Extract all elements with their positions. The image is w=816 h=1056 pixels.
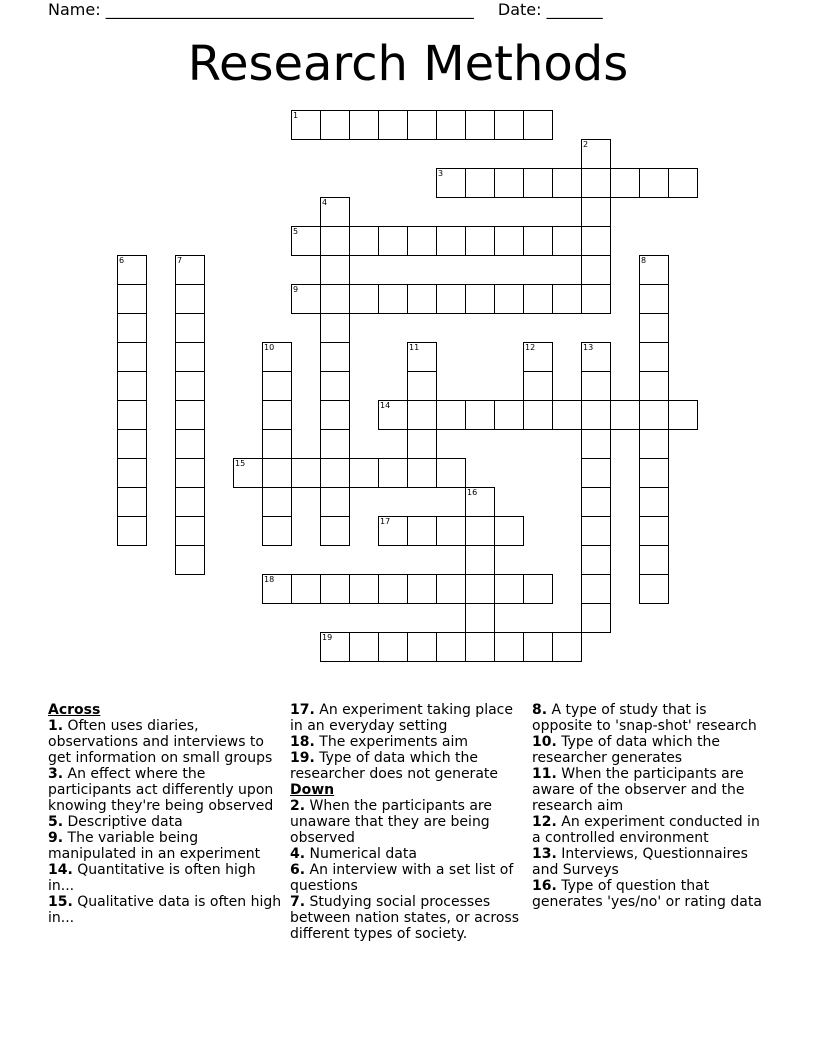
grid-cell[interactable] (639, 458, 669, 488)
clues-column-2 (290, 702, 526, 942)
clue-down-10: 10. Type of data which the researcher generates (532, 734, 721, 766)
clue-across-5: 5. Descriptive data (48, 814, 183, 830)
grid-cell[interactable] (523, 342, 553, 372)
grid-cell[interactable] (262, 371, 292, 401)
grid-cell[interactable] (378, 574, 408, 604)
clue-down-2: 2. When the participants are unaware that they are being observed (290, 798, 492, 846)
grid-cell[interactable] (465, 226, 495, 256)
grid-cell[interactable] (639, 313, 669, 343)
page-title: Research Methods (187, 36, 629, 92)
grid-cell[interactable] (117, 284, 147, 314)
grid-cell[interactable] (378, 226, 408, 256)
grid-cell[interactable] (465, 284, 495, 314)
grid-cell[interactable] (117, 516, 147, 546)
grid-cell[interactable] (639, 371, 669, 401)
clue-down-13: 13. Interviews, Questionnaires and Surveys (532, 846, 748, 878)
grid-cell[interactable] (175, 545, 205, 575)
grid-cell[interactable] (349, 632, 379, 662)
grid-cell[interactable] (494, 110, 524, 140)
grid-cell[interactable] (465, 632, 495, 662)
grid-cell[interactable] (291, 574, 321, 604)
grid-cell[interactable] (610, 400, 640, 430)
grid-cell[interactable] (117, 400, 147, 430)
grid-cell[interactable] (320, 371, 350, 401)
grid-cell[interactable] (581, 197, 611, 227)
grid-cell[interactable] (291, 110, 321, 140)
grid-cell[interactable] (349, 226, 379, 256)
grid-cell[interactable] (494, 516, 524, 546)
grid-cell[interactable] (639, 429, 669, 459)
grid-cell[interactable] (581, 516, 611, 546)
clue-number: 18 (264, 575, 275, 584)
grid-cell[interactable] (407, 516, 437, 546)
grid-cell[interactable] (581, 545, 611, 575)
grid-cell[interactable] (494, 226, 524, 256)
grid-cell[interactable] (465, 487, 495, 517)
grid-cell[interactable] (378, 110, 408, 140)
grid-cell[interactable] (117, 371, 147, 401)
grid-cell[interactable] (552, 284, 582, 314)
grid-cell[interactable] (436, 458, 466, 488)
grid-cell[interactable] (320, 487, 350, 517)
grid-cell[interactable] (465, 400, 495, 430)
grid-cell[interactable] (349, 574, 379, 604)
clue-number: 16 (467, 488, 478, 497)
clue-number: 17 (380, 517, 391, 526)
grid-cell[interactable] (581, 574, 611, 604)
grid-cell[interactable] (407, 400, 437, 430)
grid-cell[interactable] (552, 400, 582, 430)
grid-cell[interactable] (581, 487, 611, 517)
grid-cell[interactable] (117, 313, 147, 343)
grid-cell[interactable] (523, 284, 553, 314)
grid-cell[interactable] (262, 342, 292, 372)
grid-cell[interactable] (581, 400, 611, 430)
grid-cell[interactable] (175, 400, 205, 430)
grid-cell[interactable] (436, 168, 466, 198)
grid-cell[interactable] (523, 632, 553, 662)
grid-cell[interactable] (175, 255, 205, 285)
grid-cell[interactable] (581, 139, 611, 169)
grid-cell[interactable] (436, 226, 466, 256)
clue-number: 6 (119, 256, 125, 265)
grid-cell[interactable] (639, 545, 669, 575)
clue-down-7: 7. Studying social processes between nation states, or across different types of society. (290, 894, 520, 942)
grid-cell[interactable] (465, 110, 495, 140)
grid-cell[interactable] (523, 168, 553, 198)
grid-cell[interactable] (465, 168, 495, 198)
grid-cell[interactable] (349, 284, 379, 314)
grid-cell[interactable] (378, 458, 408, 488)
grid-cell[interactable] (581, 458, 611, 488)
grid-cell[interactable] (407, 284, 437, 314)
grid-cell[interactable] (117, 342, 147, 372)
grid-cell[interactable] (523, 400, 553, 430)
grid-cell[interactable] (117, 458, 147, 488)
grid-cell[interactable] (523, 574, 553, 604)
grid-cell[interactable] (291, 458, 321, 488)
grid-cell[interactable] (465, 516, 495, 546)
grid-cell[interactable] (581, 284, 611, 314)
grid-cell[interactable] (465, 603, 495, 633)
grid-cell[interactable] (378, 400, 408, 430)
grid-cell[interactable] (639, 516, 669, 546)
grid-cell[interactable] (494, 284, 524, 314)
clue-down-8: 8. A type of study that is opposite to 'snap-shot' research (532, 702, 757, 734)
clue-number: 14 (380, 401, 391, 410)
grid-cell[interactable] (639, 487, 669, 517)
clue-number: 10 (264, 343, 275, 352)
grid-cell[interactable] (610, 168, 640, 198)
grid-cell[interactable] (175, 458, 205, 488)
grid-cell[interactable] (407, 574, 437, 604)
grid-cell[interactable] (407, 371, 437, 401)
clue-number: 8 (641, 256, 647, 265)
grid-cell[interactable] (436, 632, 466, 662)
clue-across-1: 1. Often uses diaries, observations and interviews to get information on small groups (48, 718, 273, 766)
grid-cell[interactable] (291, 284, 321, 314)
grid-cell[interactable] (407, 342, 437, 372)
grid-cell[interactable] (552, 632, 582, 662)
clue-across-18: 18. The experiments aim (290, 734, 469, 750)
grid-cell[interactable] (262, 487, 292, 517)
grid-cell[interactable] (320, 226, 350, 256)
grid-cell[interactable] (581, 255, 611, 285)
grid-cell[interactable] (378, 632, 408, 662)
grid-cell[interactable] (175, 342, 205, 372)
grid-cell[interactable] (581, 429, 611, 459)
grid-cell[interactable] (436, 110, 466, 140)
grid-cell[interactable] (407, 458, 437, 488)
grid-cell[interactable] (117, 255, 147, 285)
grid-cell[interactable] (436, 516, 466, 546)
grid-cell[interactable] (465, 574, 495, 604)
clue-down-12: 12. An experiment conducted in a controlled environment (532, 814, 760, 846)
clue-down-6: 6. An interview with a set list of questions (290, 862, 514, 894)
grid-cell[interactable] (407, 429, 437, 459)
clue-across-9: 9. The variable being manipulated in an experiment (48, 830, 261, 862)
grid-cell[interactable] (639, 168, 669, 198)
grid-cell[interactable] (320, 516, 350, 546)
grid-cell[interactable] (465, 545, 495, 575)
grid-cell[interactable] (262, 458, 292, 488)
clue-across-14: 14. Quantitative is often high in... (48, 862, 256, 894)
across-heading: Across (48, 702, 101, 718)
grid-cell[interactable] (175, 313, 205, 343)
grid-cell[interactable] (349, 110, 379, 140)
grid-cell[interactable] (175, 429, 205, 459)
grid-cell[interactable] (639, 255, 669, 285)
grid-cell[interactable] (320, 284, 350, 314)
clue-number: 9 (293, 285, 299, 294)
grid-cell[interactable] (320, 197, 350, 227)
grid-cell[interactable] (175, 516, 205, 546)
grid-cell[interactable] (523, 110, 553, 140)
clue-down-16: 16. Type of question that generates 'yes/no' or rating data (532, 878, 762, 910)
clue-across-19: 19. Type of data which the researcher does not generate (290, 750, 498, 782)
grid-cell[interactable] (581, 168, 611, 198)
grid-cell[interactable] (552, 226, 582, 256)
grid-cell[interactable] (320, 255, 350, 285)
clue-across-17: 17. An experiment taking place in an everyday setting (290, 702, 513, 734)
grid-cell[interactable] (320, 400, 350, 430)
clue-number: 2 (583, 140, 589, 149)
grid-cell[interactable] (262, 400, 292, 430)
grid-cell[interactable] (378, 516, 408, 546)
clue-number: 1 (293, 111, 299, 120)
down-heading: Down (290, 782, 335, 798)
grid-cell[interactable] (407, 226, 437, 256)
grid-cell[interactable] (117, 487, 147, 517)
clue-number: 19 (322, 633, 333, 642)
grid-cell[interactable] (494, 632, 524, 662)
grid-cell[interactable] (320, 632, 350, 662)
grid-cell[interactable] (581, 371, 611, 401)
grid-cell[interactable] (291, 226, 321, 256)
clue-number: 12 (525, 343, 536, 352)
grid-cell[interactable] (494, 168, 524, 198)
grid-cell[interactable] (117, 429, 147, 459)
date-label: Date: (497, 0, 542, 19)
clues-column-3 (532, 702, 768, 910)
clue-down-4: 4. Numerical data (290, 846, 417, 862)
name-blank[interactable]: ______________________________________________ (105, 0, 474, 19)
clue-number: 7 (177, 256, 183, 265)
grid-cell[interactable] (552, 168, 582, 198)
clue-across-15: 15. Qualitative data is often high in... (48, 894, 282, 926)
grid-cell[interactable] (523, 371, 553, 401)
grid-cell[interactable] (581, 603, 611, 633)
grid-cell[interactable] (320, 313, 350, 343)
grid-cell[interactable] (378, 284, 408, 314)
clue-across-3: 3. An effect where the participants act differently upon knowing they're being observed (48, 766, 274, 814)
grid-cell[interactable] (581, 226, 611, 256)
grid-cell[interactable] (262, 574, 292, 604)
grid-cell[interactable] (320, 110, 350, 140)
grid-cell[interactable] (175, 371, 205, 401)
date-blank[interactable]: _______ (546, 0, 603, 19)
grid-cell[interactable] (639, 342, 669, 372)
clue-number: 3 (438, 169, 444, 178)
grid-cell[interactable] (175, 284, 205, 314)
clue-number: 4 (322, 198, 328, 207)
clue-number: 5 (293, 227, 299, 236)
grid-cell[interactable] (668, 400, 698, 430)
name-label: Name: (48, 0, 101, 19)
grid-cell[interactable] (436, 284, 466, 314)
grid-cell[interactable] (407, 632, 437, 662)
clue-down-11: 11. When the participants are aware of the observer and the research aim (532, 766, 745, 814)
grid-cell[interactable] (494, 574, 524, 604)
grid-cell[interactable] (320, 342, 350, 372)
grid-cell[interactable] (320, 458, 350, 488)
grid-cell[interactable] (320, 574, 350, 604)
grid-cell[interactable] (639, 400, 669, 430)
clue-number: 13 (583, 343, 594, 352)
grid-cell[interactable] (581, 342, 611, 372)
grid-cell[interactable] (436, 400, 466, 430)
grid-cell[interactable] (262, 516, 292, 546)
grid-cell[interactable] (639, 284, 669, 314)
grid-cell[interactable] (175, 487, 205, 517)
grid-cell[interactable] (523, 226, 553, 256)
grid-cell[interactable] (407, 110, 437, 140)
grid-cell[interactable] (494, 400, 524, 430)
grid-cell[interactable] (233, 458, 263, 488)
grid-cell[interactable] (349, 458, 379, 488)
clue-number: 11 (409, 343, 420, 352)
grid-cell[interactable] (639, 574, 669, 604)
grid-cell[interactable] (262, 429, 292, 459)
clues-column-1 (48, 702, 284, 926)
grid-cell[interactable] (320, 429, 350, 459)
grid-cell[interactable] (668, 168, 698, 198)
clue-number: 15 (235, 459, 246, 468)
grid-cell[interactable] (436, 574, 466, 604)
